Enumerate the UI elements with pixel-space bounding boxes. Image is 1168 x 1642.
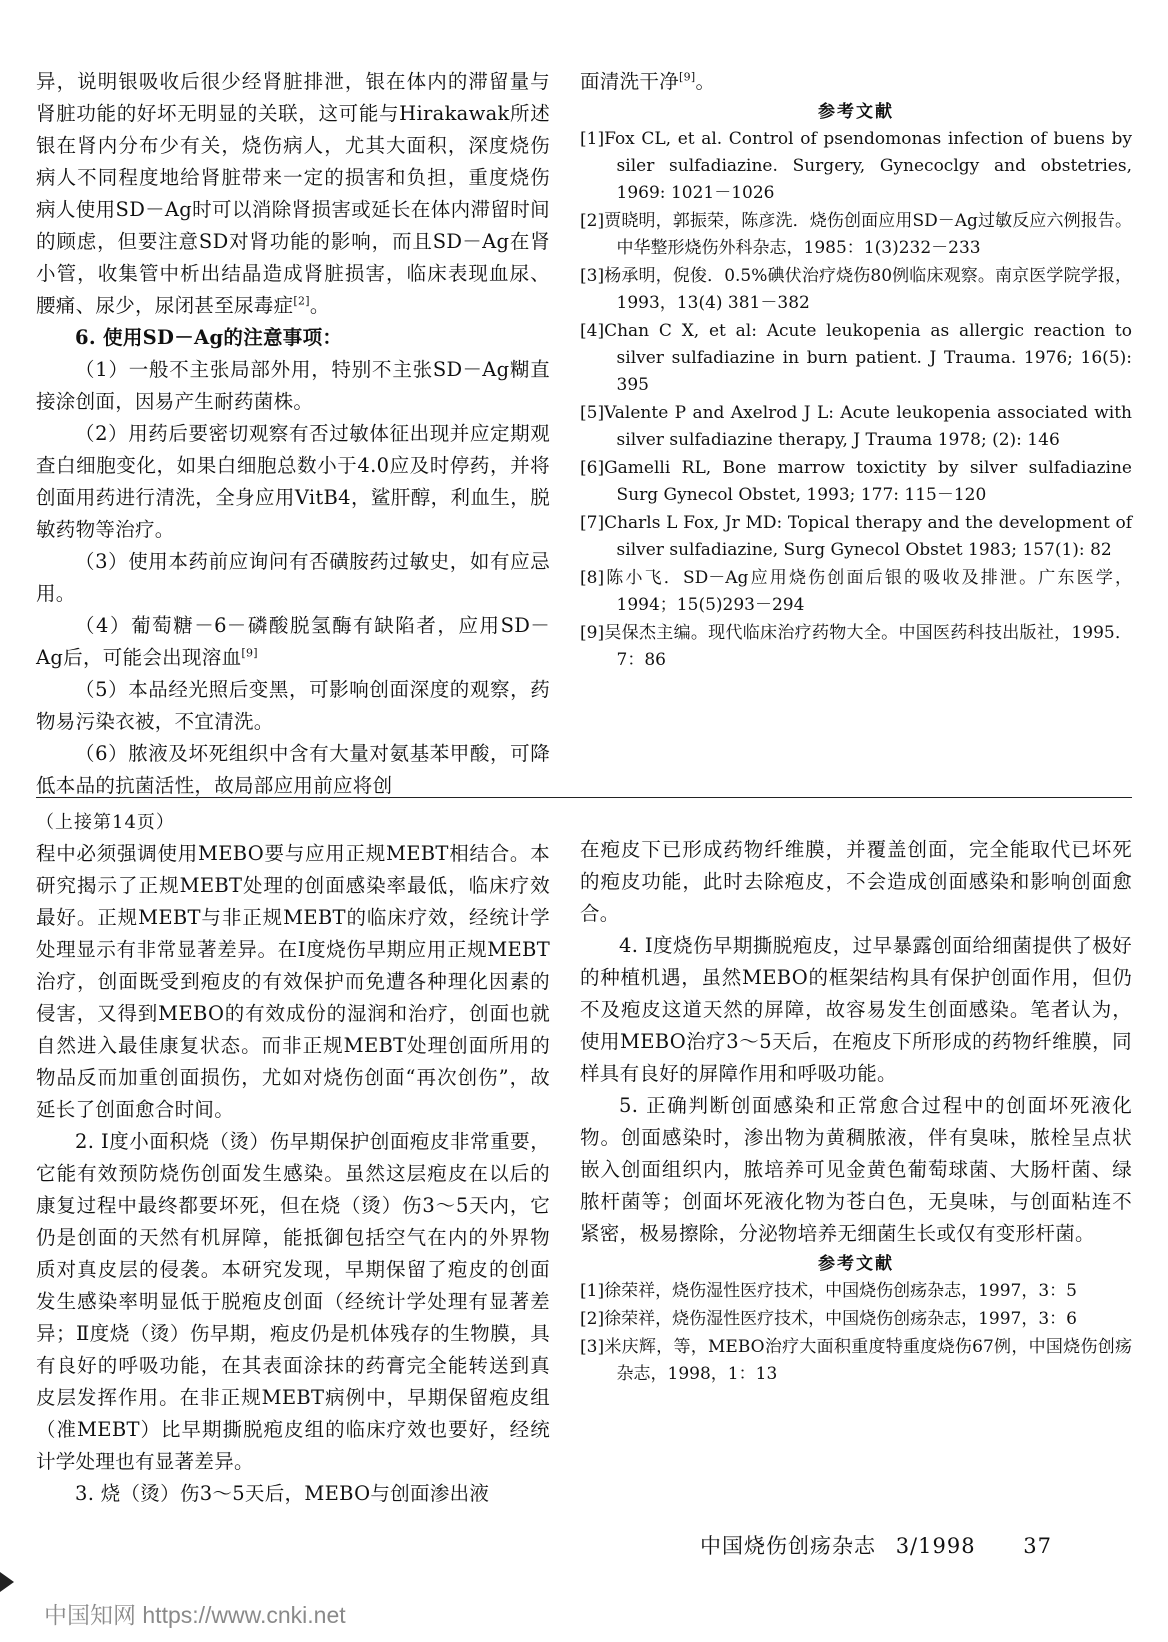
reference-item: [6]Gamelli RL, Bone marrow toxictity by silver sulfadiazine Surg Gynecol Obstet, 1993; 177: 115－120: [580, 458, 1132, 505]
paragraph: （5）本品经光照后变黑，可影响创面深度的观察，药物易污染衣被，不宜清洗。: [36, 678, 550, 733]
bottom-left-column: [36, 808, 550, 1510]
reference-item: [8]陈小飞．SD－Ag应用烧伤创面后银的吸收及排泄。广东医学，1994；15(5)293－294: [580, 568, 1132, 615]
paragraph: （2）用药后要密切观察有否过敏体征出现并应定期观查白细胞变化，如果白细胞总数小于4.0应及时停药，并将创面用药进行清洗，全身应用VitB4，鲨肝醇，利血生，脱敏药物等治疗。: [36, 422, 550, 541]
reference-item: [7]Charls L Fox, Jr MD: Topical therapy and the development of silver sulfadiazine, Surg Gynecol Obstet 1983; 157(1): 82: [580, 513, 1132, 560]
cnki-watermark: 中国知网 https://www.cnki.net: [44, 1602, 346, 1628]
continued-note: （上接第14页）: [36, 812, 175, 833]
reference-item: [3]杨承明，倪俊．0.5%碘伏治疗烧伤80例临床观察。南京医学院学报，1993，13(4) 381－382: [580, 266, 1132, 313]
paragraph: 5. 正确判断创面感染和正常愈合过程中的创面坏死液化物。创面感染时，渗出物为黄稠脓液，伴有臭味，脓栓呈点状嵌入创面组织内，脓培养可见金黄色葡萄球菌、大肠杆菌、绿脓杆菌等；创面坏死液化物为苍白色，无臭味，与创面粘连不紧密，极易擦除，分泌物培养无细菌生长或仅有变形杆菌。: [580, 1094, 1132, 1245]
corner-arrow-icon: [0, 1572, 14, 1592]
section-heading: 6. 使用SD－Ag的注意事项：: [75, 326, 343, 349]
reference-item: [2]徐荣祥，烧伤湿性医疗技术，中国烧伤创疡杂志，1997，3：6: [580, 1309, 1077, 1329]
reference-item: [1]徐荣祥，烧伤湿性医疗技术，中国烧伤创疡杂志，1997，3：5: [580, 1281, 1077, 1301]
reference-item: [5]Valente P and Axelrod J L: Acute leukopenia associated with silver sulfadiazine therapy, J Trauma 1978; (2): 146: [580, 403, 1132, 450]
paragraph: （3）使用本药前应询问有否磺胺药过敏史，如有应忌用。: [36, 550, 550, 605]
paragraph: 异，说明银吸收后很少经肾脏排泄，银在体内的滞留量与肾脏功能的好坏无明显的关联，这可能与Hirakawak所述银在肾内分布少有关，烧伤病人，尤其大面积，深度烧伤病人不同程度地给肾脏带来一定的损害和负担，重度烧伤病人使用SD－Ag时可以消除肾损害或延长在体内滞留时间的顾虑，但要注意SD对肾功能的影响，而且SD－Ag在肾小管，收集管中析出结晶造成肾脏损害，临床表现血尿、腰痛、尿少，尿闭甚至尿毒症[2]。: [36, 70, 550, 317]
reference-item: [4]Chan C X, et al: Acute leukopenia as allergic reaction to silver sulfadiazine in burn patient. J Trauma. 1976; 16(5): 395: [580, 321, 1132, 395]
page-number: 37: [1023, 1534, 1052, 1558]
references-heading: 参考文献: [818, 102, 894, 122]
reference-item: [9]吴保杰主编。现代临床治疗药物大全。中国医药科技出版社，1995．7：86: [580, 623, 1132, 670]
reference-item: [3]米庆辉，等，MEBO治疗大面积重度特重度烧伤67例，中国烧伤创疡杂志，1998，1：13: [580, 1337, 1132, 1384]
reference-item: [1]Fox CL, et al. Control of psendomonas infection of buens by siler sulfadiazine. Surgery, Gynecoclgy and obstetries, 1969: 1021－1026: [580, 129, 1132, 203]
paragraph: 3. 烧（烫）伤3～5天后，MEBO与创面渗出液: [75, 1482, 490, 1505]
paragraph: 程中必须强调使用MEBO要与应用正规MEBT相结合。本研究揭示了正规MEBT处理的创面感染率最低，临床疗效最好。正规MEBT与非正规MEBT的临床疗效，经统计学处理显示有非常显著差异。在Ⅰ度烧伤早期应用正规MEBT治疗，创面既受到疱皮的有效保护而免遭各种理化因素的侵害，又得到MEBO的有效成份的湿润和治疗，创面也就自然进入最佳康复状态。而非正规MEBT处理创面所用的物品反而加重创面损伤，尤如对烧伤创面“再次创伤”，故延长了创面愈合时间。: [36, 842, 550, 1121]
bottom-right-column: [580, 834, 1132, 1389]
journal-name: 中国烧伤创疡杂志: [700, 1534, 876, 1558]
top-right-column: [580, 66, 1132, 675]
paragraph: 面清洗干净[9]。: [580, 70, 716, 93]
references-heading: 参考文献: [818, 1254, 894, 1274]
section-divider: [36, 797, 1132, 798]
paragraph: 4. Ⅰ度烧伤早期撕脱疱皮，过早暴露创面给细菌提供了极好的种植机遇，虽然MEBO的框架结构具有保护创面作用，但仍不及疱皮这道天然的屏障，故容易发生创面感染。笔者认为，使用MEBO治疗3～5天后，在疱皮下所形成的药物纤维膜，同样具有良好的屏障作用和呼吸功能。: [580, 934, 1132, 1085]
paragraph: （4）葡萄糖－6－磷酸脱氢酶有缺陷者，应用SD－Ag后，可能会出现溶血[9]: [36, 614, 550, 669]
paragraph: 2. Ⅰ度小面积烧（烫）伤早期保护创面疱皮非常重要，它能有效预防烧伤创面发生感染。虽然这层疱皮在以后的康复过程中最终都要坏死，但在烧（烫）伤3～5天内，它仍是创面的天然有机屏障，能抵御包括空气在内的外界物质对真皮层的侵袭。本研究发现，早期保留了疱皮的创面发生感染率明显低于脱疱皮创面（经统计学处理有显著差异；Ⅱ度烧（烫）伤早期，疱皮仍是机体残存的生物膜，具有良好的呼吸功能，在其表面涂抹的药膏完全能转送到真皮层发挥作用。在非正规MEBT病例中，早期保留疱皮组（准MEBT）比早期撕脱疱皮组的临床疗效也要好，经统计学处理也有显著差异。: [36, 1130, 550, 1473]
paragraph: （6）脓液及坏死组织中含有大量对氨基苯甲酸，可降低本品的抗菌活性，故局部应用前应将创: [36, 742, 550, 797]
reference-item: [2]贾晓明，郭振荣，陈彦洗．烧伤创面应用SD－Ag过敏反应六例报告。中华整形烧伤外科杂志，1985：1(3)232－233: [580, 211, 1132, 258]
issue-number: 3/1998: [895, 1534, 976, 1558]
paragraph: （1）一般不主张局部外用，特别不主张SD－Ag糊直接涂创面，因易产生耐药菌株。: [36, 358, 550, 413]
page-footer: [700, 1530, 1120, 1560]
paragraph: 在疱皮下已形成药物纤维膜，并覆盖创面，完全能取代已坏死的疱皮功能，此时去除疱皮，不会造成创面感染和影响创面愈合。: [580, 838, 1132, 925]
top-left-column: [36, 66, 550, 802]
